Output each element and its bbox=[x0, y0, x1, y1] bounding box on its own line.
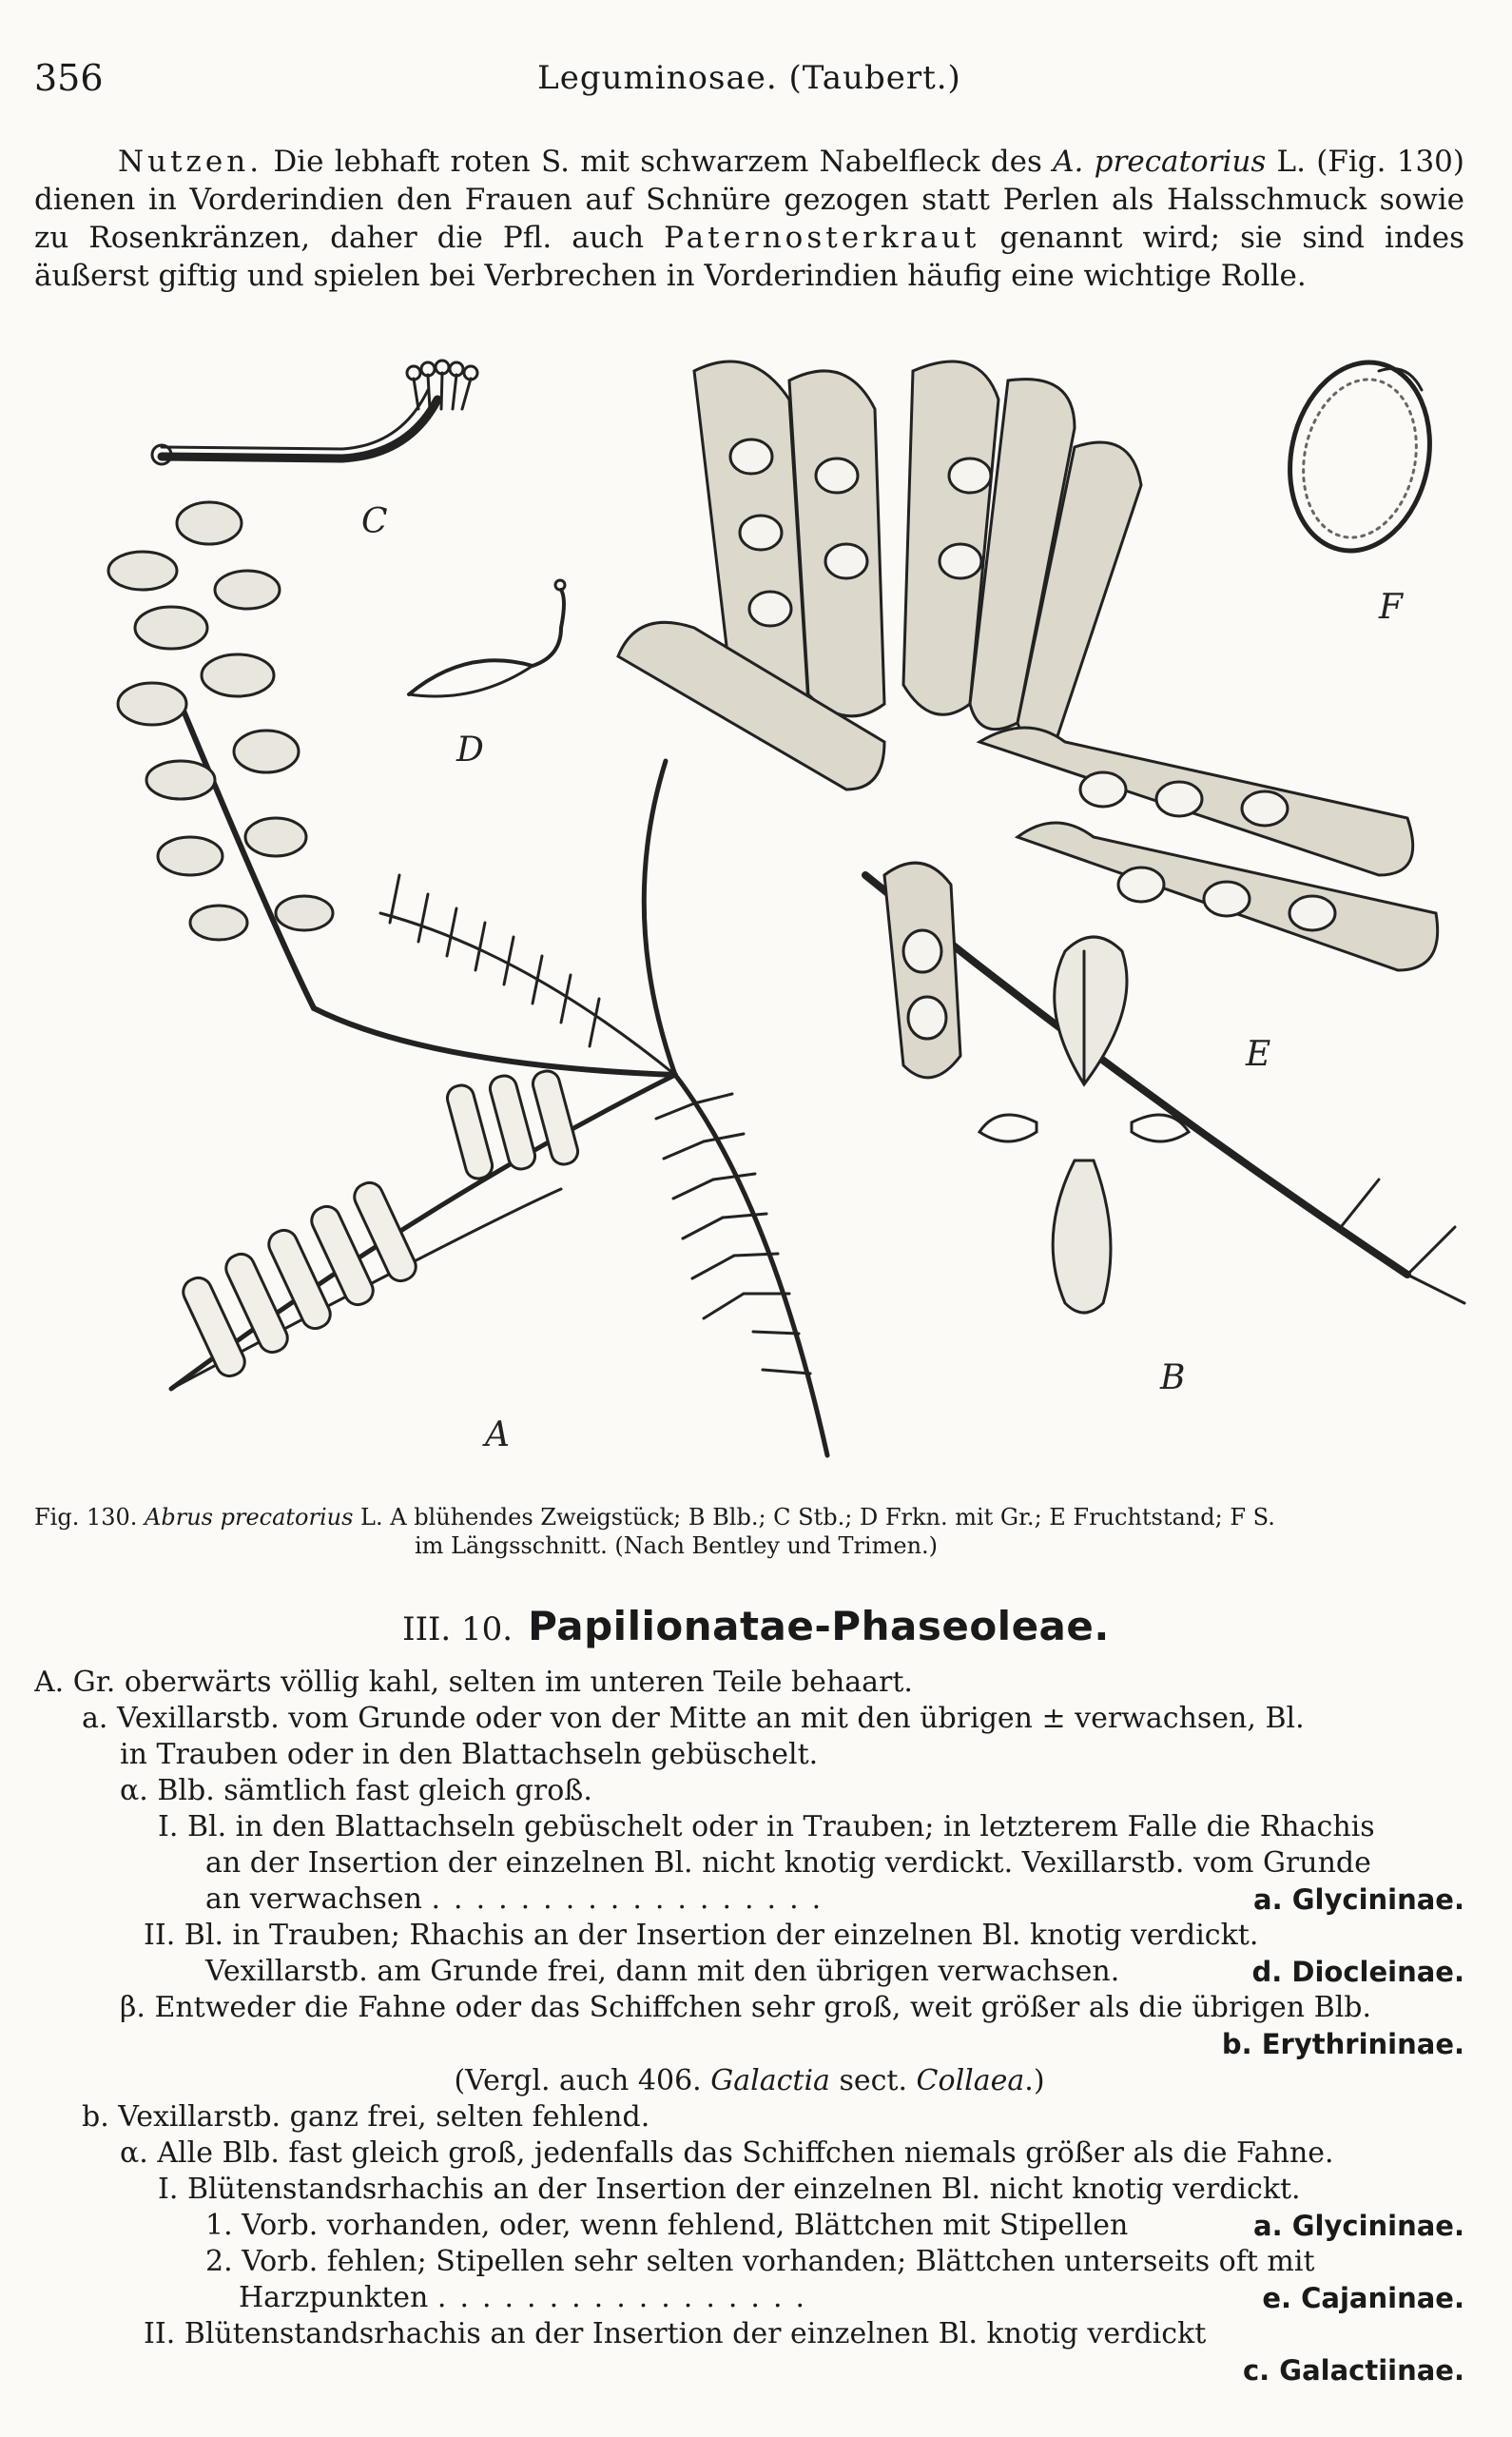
key-line: I. Bl. in den Blattachseln gebüschelt oder in Trauben; in letzterem Falle die Rhachis bbox=[158, 1810, 1375, 1843]
key-line: in Trauben oder in den Blattachseln gebüschelt. bbox=[120, 1738, 819, 1771]
figure-caption bbox=[34, 1503, 1466, 1560]
identification-key bbox=[34, 1665, 1464, 2389]
caption-line-2: im Längsschnitt. (Nach Bentley und Trimen.) bbox=[415, 1532, 939, 1559]
key-line: Harzpunkten ................. e. Cajaninae. bbox=[239, 2281, 1464, 2314]
key-line: β. Entweder die Fahne oder das Schiffchen sehr groß, weit größer als die übrigen Blb. bbox=[120, 1991, 1372, 2024]
intro-text-1: Die lebhaft roten S. mit schwarzem Nabelfleck des bbox=[262, 145, 1054, 179]
intro-text-2: L. (Fig. 130) dienen in Vorderindien den Frauen auf Schnüre gezogen statt Perlen als Halsschmuck sowie zu Rosenkränzen, daher die Pfl. auch bbox=[34, 145, 1464, 255]
key-reference: d. Diocleinae. bbox=[1251, 1956, 1464, 1988]
key-line bbox=[34, 2352, 1464, 2389]
section-number: III. 10. bbox=[402, 1610, 514, 1648]
key-line: α. Alle Blb. fast gleich groß, jedenfalls das Schiffchen niemals größer als die Fahne. bbox=[120, 2136, 1334, 2170]
key-reference: a. Glycininae. bbox=[1253, 2210, 1464, 2242]
key-line: 2. Vorb. fehlen; Stipellen sehr selten vorhanden; Blättchen unterseits oft mit bbox=[205, 2245, 1315, 2278]
intro-lead: Nutzen. bbox=[118, 145, 263, 179]
key-reference: e. Cajaninae. bbox=[1262, 2282, 1464, 2314]
key-line: α. Blb. sämtlich fast gleich groß. bbox=[120, 1774, 592, 1807]
key-reference: c. Galactiinae. bbox=[1242, 2354, 1464, 2387]
caption-fig-number: Fig. 130. bbox=[34, 1504, 138, 1530]
abrus-illustration bbox=[29, 342, 1483, 1484]
section-title: Papilionatae-Phaseoleae. bbox=[528, 1603, 1110, 1649]
seed-section-drawing bbox=[1273, 349, 1446, 564]
key-reference: a. Glycininae. bbox=[1253, 1883, 1464, 1916]
intro-paragraph bbox=[34, 143, 1464, 295]
botanical-figure bbox=[29, 342, 1483, 1484]
key-line bbox=[34, 2026, 1464, 2063]
key-line: Vexillarstb. am Grunde frei, dann mit den übrigen verwachsen. d. Diocleinae. bbox=[205, 1955, 1464, 1988]
section-heading bbox=[0, 1603, 1512, 1649]
figure-label-b: B bbox=[1160, 1358, 1186, 1397]
key-line: A. Gr. oberwärts völlig kahl, selten im unteren Teile behaart. bbox=[34, 1666, 913, 1699]
key-line: (Vergl. auch 406. Galactia sect. Collaea.) bbox=[454, 2064, 1045, 2097]
figure-label-d: D bbox=[456, 731, 484, 770]
figure-label-c: C bbox=[361, 502, 388, 541]
caption-species: Abrus precatorius bbox=[145, 1504, 354, 1530]
page-number: 356 bbox=[34, 57, 104, 99]
key-line: I. Blütenstandsrhachis an der Insertion der einzelnen Bl. nicht knotig verdickt. bbox=[158, 2173, 1301, 2206]
key-line: a. Vexillarstb. vom Grunde oder von der Mitte an mit den übrigen ± verwachsen, Bl. bbox=[82, 1702, 1305, 1735]
key-line: an verwachsen .................. a. Glycininae. bbox=[205, 1882, 1464, 1916]
key-line: b. Vexillarstb. ganz frei, selten fehlend. bbox=[82, 2100, 650, 2134]
stamen-drawing bbox=[152, 361, 477, 464]
intro-spaced-term: Paternosterkraut bbox=[664, 221, 980, 255]
key-line: an der Insertion der einzelnen Bl. nicht knotig verdickt. Vexillarstb. vom Grunde bbox=[205, 1846, 1371, 1880]
intro-species: A. precatorius bbox=[1053, 145, 1267, 179]
key-line: II. Bl. in Trauben; Rhachis an der Insertion der einzelnen Bl. knotig verdickt. bbox=[144, 1919, 1259, 1952]
intro-text-3: genannt wird; sie sind indes äußerst giftig und spielen bei Verbrechen in Vorderindien häufig eine wichtige Rolle. bbox=[34, 221, 1465, 293]
key-line: II. Blütenstandsrhachis an der Insertion der einzelnen Bl. knotig verdickt bbox=[144, 2317, 1207, 2350]
ovary-drawing bbox=[409, 580, 565, 696]
figure-label-e: E bbox=[1246, 1035, 1271, 1074]
figure-label-f: F bbox=[1379, 588, 1403, 627]
fruit-cluster-drawing bbox=[618, 361, 1464, 1303]
key-line: 1. Vorb. vorhanden, oder, wenn fehlend, Blättchen mit Stipellen a. Glycininae. bbox=[205, 2209, 1464, 2242]
running-title: Leguminosae. (Taubert.) bbox=[537, 59, 961, 97]
key-reference: b. Erythrininae. bbox=[1221, 2028, 1464, 2060]
page-header bbox=[34, 57, 1464, 105]
caption-line-1: L. A blühendes Zweigstück; B Blb.; C Stb.; D Frkn. mit Gr.; E Fruchtstand; F S. bbox=[353, 1504, 1275, 1530]
figure-label-a: A bbox=[485, 1415, 510, 1454]
